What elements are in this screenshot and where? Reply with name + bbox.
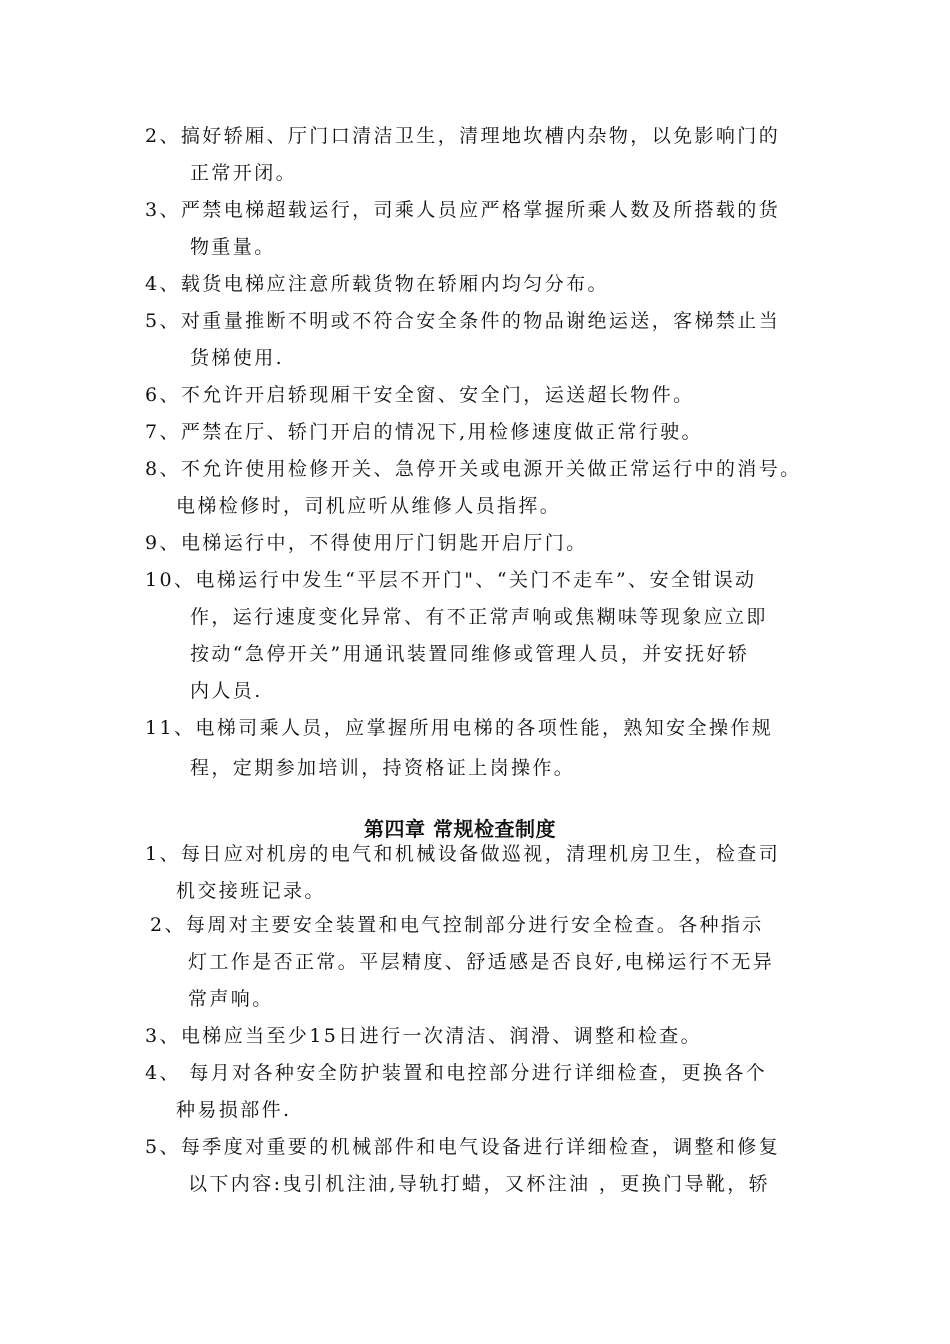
item-line: 灯工作是否正常。平层精度、舒适感是否良好,电梯运行不无异	[188, 951, 775, 973]
item-line: 2、搞好轿厢、厅门口清洁卫生，清理地坎槽内杂物，以免影响门的	[145, 125, 781, 147]
item-line: 货梯使用.	[190, 347, 285, 369]
item-line: 机交接班记录。	[176, 880, 326, 902]
item-line: 物重量。	[190, 236, 276, 258]
chapter-heading: 第四章 常规检查制度	[364, 817, 556, 841]
item-line: 常声响。	[188, 988, 274, 1010]
item-line: 3、电梯应当至少15日进行一次清洁、润滑、调整和检查。	[145, 1025, 703, 1047]
item-line: 10、电梯运行中发生“平层不开门"、“关门不走车”、安全钳误动	[145, 569, 757, 591]
item-line: 7、严禁在厅、轿门开启的情况下,用检修速度做正常行驶。	[145, 421, 703, 443]
item-line: 3、严禁电梯超载运行，司乘人员应严格掌握所乘人数及所搭载的货	[145, 199, 781, 221]
item-line: 内人员.	[190, 680, 263, 702]
item-line: 2、每周对主要安全装置和电气控制部分进行安全检查。各种指示	[150, 914, 764, 936]
item-line: 作，运行速度变化异常、有不正常声响或焦糊味等现象应立即	[190, 606, 768, 628]
item-line: 8、不允许使用检修开关、急停开关或电源开关做正常运行中的消号。	[145, 458, 802, 480]
item-line: 4、 每月对各种安全防护装置和电控部分进行详细检查，更换各个	[145, 1062, 768, 1084]
item-line: 9、电梯运行中，不得使用厅门钥匙开启厅门。	[145, 532, 588, 554]
item-line: 按动“急停开关”用通讯装置同维修或管理人员，并安抚好轿	[190, 643, 750, 665]
item-line: 种易损部件.	[176, 1099, 292, 1121]
item-line: 4、载货电梯应注意所载货物在轿厢内均匀分布。	[145, 273, 609, 295]
item-line: 5、每季度对重要的机械部件和电气设备进行详细检查，调整和修复	[145, 1136, 781, 1158]
item-line: 11、电梯司乘人员，应掌握所用电梯的各项性能，熟知安全操作规	[145, 717, 774, 739]
item-line: 程，定期参加培训，持资格证上岗操作。	[190, 757, 576, 779]
item-line: 1、每日应对机房的电气和机械设备做巡视，清理机房卫生，检查司	[145, 843, 781, 865]
item-line: 以下内容:曳引机注油,导轨打蜡，又杯注油 ，更换门导靴，轿	[188, 1173, 771, 1195]
item-line: 6、不允许开启轿现厢干安全窗、安全门，运送超长物件。	[145, 384, 695, 406]
item-line: 5、对重量推断不明或不符合安全条件的物品谢绝运送，客梯禁止当	[145, 310, 781, 332]
item-line: 正常开闭。	[190, 162, 298, 184]
item-line: 电梯检修时，司机应听从维修人员指挥。	[176, 495, 562, 517]
